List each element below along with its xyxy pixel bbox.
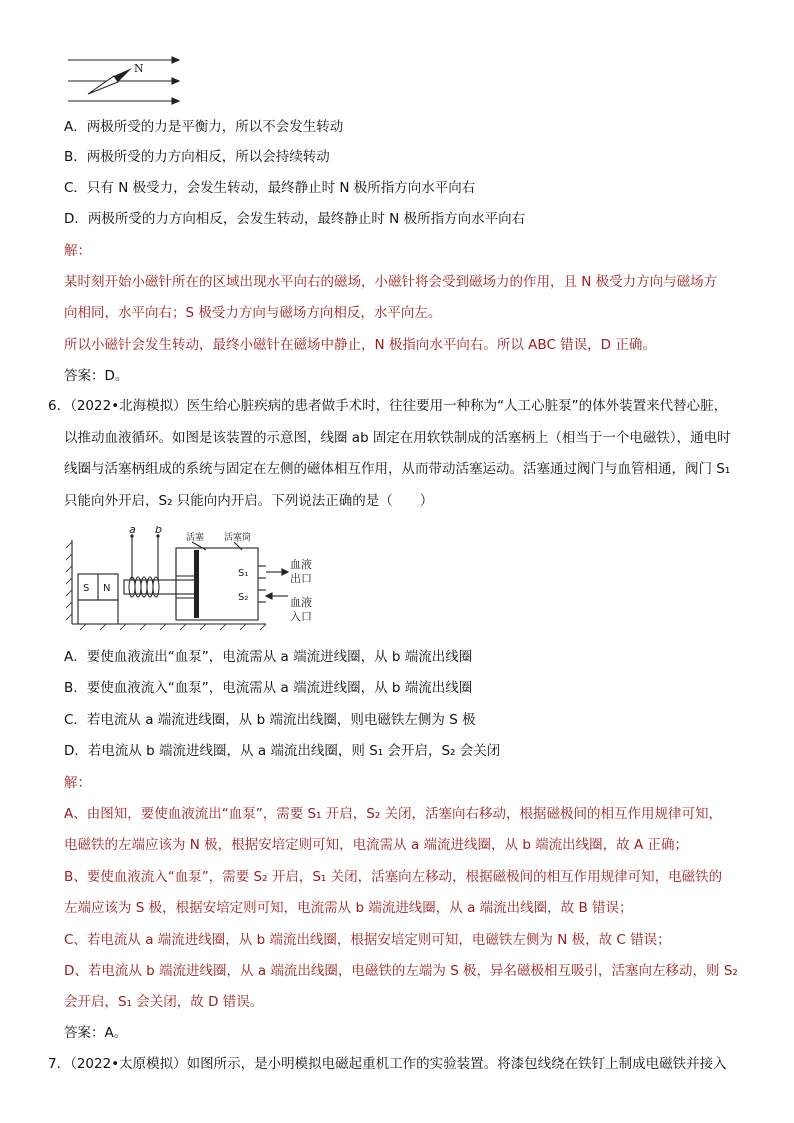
compass-needle-north <box>114 68 132 82</box>
q6-option-d: D．若电流从 b 端流进线圈，从 a 端流出线圈，则 S₁ 会开启，S₂ 会关闭 <box>64 743 501 759</box>
compass-needle-south <box>88 76 118 94</box>
q6-option-b: B．要使血液流入“血泵”，电流需从 a 端流进线圈，从 b 端流出线圈 <box>64 680 473 696</box>
q6-stem-line: 只能向外开启，S₂ 只能向内开启。下列说法正确的是（ ） <box>64 493 434 509</box>
q6-solution-line: 电磁铁的左端应该为 N 极，根据安培定则可知，电流需从 a 端流进线圈，从 b 端流出线圈，故 A 正确； <box>64 837 689 853</box>
q5-option-d: D．两极所受的力方向相反，会发生转动，最终静止时 N 极所指方向水平向右 <box>64 211 526 227</box>
q5-solution-line: 向相同，水平向右；S 极受力方向与磁场方向相反，水平向左。 <box>64 305 442 321</box>
q5-solution-line: 某时刻开始小磁针所在的区域出现水平向右的磁场，小磁针将会受到磁场力的作用，且 N 极受力方向与磁场方 <box>64 274 718 290</box>
q6-solution-line: C、若电流从 a 端流进线圈，从 b 端流出线圈，根据安培定则可知，电磁铁左侧为 N 极，故 C 错误； <box>64 932 671 948</box>
q6-option-a: A．要使血液流出“血泵”，电流需从 a 端流进线圈，从 b 端流出线圈 <box>64 649 473 665</box>
q5-option-a: A．两极所受的力是平衡力，所以不会发生转动 <box>64 119 344 135</box>
magnet-n-label: N <box>103 583 111 594</box>
q5-answer: 答案：D。 <box>64 368 129 384</box>
magnet-s-label: S <box>83 583 90 594</box>
q5-option-c: C．只有 N 极受力，会发生转动，最终静止时 N 极所指方向水平向右 <box>64 180 476 196</box>
lead-b-label: b <box>155 526 162 536</box>
inlet-label-1: 血液 <box>290 596 312 609</box>
q6-solution-line: A、由图知，要使血液流出“血泵”，需要 S₁ 开启，S₂ 关闭，活塞向右移动，根据磁极间的相互作用规律可知， <box>64 806 723 822</box>
needle-n-label: N <box>134 62 144 75</box>
q5-solution-label: 解： <box>64 243 91 259</box>
cylinder-label: 活塞筒 <box>224 533 252 543</box>
q6-stem-line: 以推动血液循环。如图是该装置的示意图，线圈 ab 固定在用软铁制成的活塞柄上（相当于一个电磁铁），通电时 <box>64 430 731 446</box>
valve-s2-label: S₂ <box>238 592 249 603</box>
outlet-label-1: 血液 <box>290 558 312 571</box>
q6-solution-line: D、若电流从 b 端流进线圈，从 a 端流出线圈，电磁铁的左端为 S 极，异名磁极相互吸引，活塞向左移动，则 S₂ <box>64 963 738 979</box>
outlet-label-2: 出口 <box>290 572 312 585</box>
q6-solution-line: B、要使血液流入“血泵”，需要 S₂ 开启，S₁ 关闭，活塞向左移动，根据磁极间的相互作用规律可知，电磁铁的 <box>64 869 723 885</box>
lead-a-label: a <box>129 526 136 536</box>
compass-figure <box>62 54 182 106</box>
q5-option-b: B．两极所受的力方向相反，所以会持续转动 <box>64 149 330 165</box>
q6-solution-line: 左端应该为 S 极，根据安培定则可知，电流需从 b 端流进线圈，从 a 端流出线圈，故 B 错误； <box>64 900 633 916</box>
q6-stem-line: 线圈与活塞柄组成的系统与固定在左侧的磁体相互作用，从而带动活塞运动。活塞通过阀门与血管相通，阀门 S₁ <box>64 461 731 477</box>
q6-solution-line: 会开启，S₁ 会关闭，故 D 错误。 <box>64 994 264 1010</box>
inlet-label-2: 入口 <box>290 610 312 623</box>
q6-stem-line: 6．（2022•北海模拟）医生给心脏疾病的患者做手术时，往往要用一种称为“人工心脏泵”的体外装置来代替心脏， <box>48 398 728 414</box>
piston-label: 活塞 <box>186 533 205 543</box>
q6-option-c: C．若电流从 a 端流进线圈，从 b 端流出线圈，则电磁铁左侧为 S 极 <box>64 712 476 728</box>
q7-stem: 7．（2022•太原模拟）如图所示，是小明模拟电磁起重机工作的实验装置。将漆包线绕在铁钉上制成电磁铁并接入 <box>48 1056 727 1072</box>
q5-solution-line: 所以小磁针会发生转动，最终小磁针在磁场中静止，N 极指向水平向右。所以 ABC 错误，D 正确。 <box>64 337 656 353</box>
heart-pump-figure <box>66 526 326 634</box>
piston-plate <box>194 550 199 618</box>
q6-solution-label: 解： <box>64 775 91 791</box>
valve-s1-label: S₁ <box>238 568 249 579</box>
q6-answer: 答案：A。 <box>64 1025 128 1041</box>
